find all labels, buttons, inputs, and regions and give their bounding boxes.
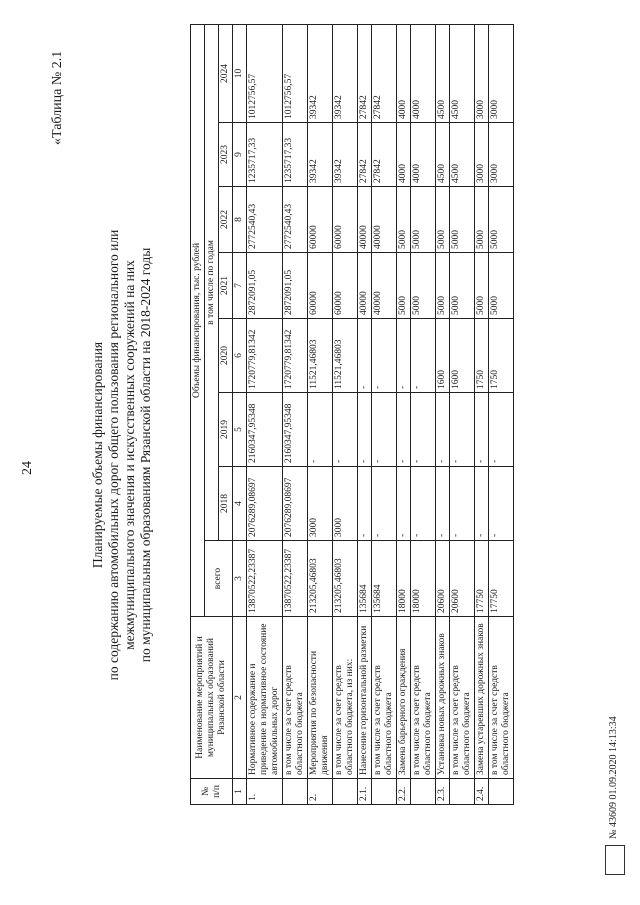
row-num-cell: 2.3. (436, 779, 450, 805)
row-2022-cell: 60000 (333, 187, 358, 253)
row-2022-cell: 2772540,43 (283, 187, 308, 253)
row-2020-cell: 1600 (450, 319, 475, 393)
row-name-cell: в том числе за счет средств областного бюджета (411, 617, 436, 779)
column-number: 6 (233, 319, 247, 393)
column-number-row (233, 24, 247, 804)
header-name: Наименование мероприятий и муниципальных образований Рязанской области (191, 617, 233, 779)
row-name-cell: в том числе за счет средств областного бюджета, из них: (333, 617, 358, 779)
row-2018-cell: - (372, 467, 397, 541)
column-number: 10 (233, 24, 247, 122)
row-total-cell: 17750 (475, 541, 489, 617)
row-2020-cell: 1600 (436, 319, 450, 393)
row-2021-cell: 5000 (397, 253, 411, 319)
row-2022-cell: 5000 (489, 187, 514, 253)
row-2022-cell: 60000 (308, 187, 333, 253)
row-2022-cell: 5000 (436, 187, 450, 253)
header-year: 2019 (219, 393, 233, 467)
row-2021-cell: 2872091,05 (247, 253, 283, 319)
row-2024-cell: 1012756,57 (283, 24, 308, 122)
row-total-cell: 20600 (450, 541, 475, 617)
row-2023-cell: 27842 (372, 123, 397, 187)
column-number: 5 (233, 393, 247, 467)
table-row (308, 24, 333, 804)
row-2019-cell: - (450, 393, 475, 467)
row-2023-cell: 4000 (411, 123, 436, 187)
column-number: 9 (233, 123, 247, 187)
column-number: 4 (233, 467, 247, 541)
row-total-cell: 18000 (411, 541, 436, 617)
row-2024-cell: 3000 (489, 24, 514, 122)
column-number: 3 (233, 541, 247, 617)
row-num-cell: 2. (308, 779, 333, 805)
row-2022-cell: 5000 (450, 187, 475, 253)
row-2021-cell: 5000 (450, 253, 475, 319)
row-2021-cell: 40000 (358, 253, 372, 319)
row-name-cell: Нанесение горизонтальной разметки (358, 617, 372, 779)
header-incl-years: в том числе по годам (205, 24, 219, 540)
financing-table (190, 24, 514, 805)
row-2023-cell: 27842 (358, 123, 372, 187)
row-2022-cell: 5000 (475, 187, 489, 253)
row-2023-cell: 3000 (475, 123, 489, 187)
row-2019-cell: - (333, 393, 358, 467)
row-name-cell: в том числе за счет средств областного бюджета (283, 617, 308, 779)
row-2022-cell: 5000 (397, 187, 411, 253)
row-num-cell (283, 779, 308, 805)
row-2018-cell: - (450, 467, 475, 541)
row-2021-cell: 5000 (489, 253, 514, 319)
row-2018-cell: - (358, 467, 372, 541)
row-2019-cell: - (489, 393, 514, 467)
row-num-cell: 2.1. (358, 779, 372, 805)
table-row (247, 24, 283, 804)
row-2020-cell: 1750 (475, 319, 489, 393)
row-name-cell: Установка новых дорожных знаков (436, 617, 450, 779)
stamp-image (605, 845, 625, 875)
table-row (283, 24, 308, 804)
row-2020-cell: - (358, 319, 372, 393)
row-num-cell: 2.4. (475, 779, 489, 805)
row-num-cell (333, 779, 358, 805)
registration-number: № 43609 01.09.2020 14:13:34 (608, 716, 619, 839)
row-2019-cell: 2160347,95348 (247, 393, 283, 467)
row-2024-cell: 3000 (475, 24, 489, 122)
column-number: 1 (233, 779, 247, 805)
row-total-cell: 213205,46803 (308, 541, 333, 617)
title-line: по муниципальным образованиям Рязанской области на 2018-2024 годы (138, 247, 153, 663)
row-2021-cell: 5000 (411, 253, 436, 319)
row-2023-cell: 4500 (450, 123, 475, 187)
header-year: 2022 (219, 187, 233, 253)
header-total: всего (205, 541, 233, 617)
row-total-cell: 17750 (489, 541, 514, 617)
row-2020-cell: 1720779,81342 (283, 319, 308, 393)
row-2024-cell: 4500 (450, 24, 475, 122)
row-name-cell: Замена барьерного ограждения (397, 617, 411, 779)
row-2024-cell: 39342 (333, 24, 358, 122)
row-2023-cell: 4500 (436, 123, 450, 187)
header-year: 2023 (219, 123, 233, 187)
row-num-cell (450, 779, 475, 805)
row-2019-cell: 2160347,95348 (283, 393, 308, 467)
row-2020-cell: - (411, 319, 436, 393)
row-2018-cell: - (475, 467, 489, 541)
row-2022-cell: 2772540,43 (247, 187, 283, 253)
row-2019-cell: - (397, 393, 411, 467)
row-2021-cell: 40000 (372, 253, 397, 319)
row-2023-cell: 39342 (308, 123, 333, 187)
row-2019-cell: - (411, 393, 436, 467)
row-2024-cell: 27842 (372, 24, 397, 122)
row-2020-cell: - (372, 319, 397, 393)
row-total-cell: 135684 (358, 541, 372, 617)
table-row (436, 24, 450, 804)
table-row (397, 24, 411, 804)
row-name-cell: Замена устаревших дорожных знаков (475, 617, 489, 779)
table-row (358, 24, 372, 804)
column-number: 2 (233, 617, 247, 779)
row-2024-cell: 1012756,57 (247, 24, 283, 122)
row-2023-cell: 4000 (397, 123, 411, 187)
row-2022-cell: 40000 (358, 187, 372, 253)
row-total-cell: 135684 (372, 541, 397, 617)
header-num: № п/п (191, 779, 233, 805)
row-2018-cell: - (489, 467, 514, 541)
row-2018-cell: 3000 (333, 467, 358, 541)
row-2020-cell: 11521,46803 (333, 319, 358, 393)
header-volume: Объемы финансирования, тыс. рублей (191, 24, 205, 616)
row-2021-cell: 2872091,05 (283, 253, 308, 319)
row-2019-cell: - (358, 393, 372, 467)
table-row (411, 24, 436, 804)
row-total-cell: 20600 (436, 541, 450, 617)
row-2021-cell: 60000 (308, 253, 333, 319)
row-2020-cell: 1720779,81342 (247, 319, 283, 393)
row-num-cell: 2.2. (397, 779, 411, 805)
row-name-cell: в том числе за счет средств областного бюджета (450, 617, 475, 779)
row-2024-cell: 4500 (436, 24, 450, 122)
row-num-cell (411, 779, 436, 805)
row-2020-cell: 11521,46803 (308, 319, 333, 393)
row-2021-cell: 5000 (436, 253, 450, 319)
page-number: 24 (20, 461, 35, 475)
table-row (489, 24, 514, 804)
row-2020-cell: 1750 (489, 319, 514, 393)
title-line: Планируемые объемы финансирования (90, 341, 105, 569)
row-2024-cell: 39342 (308, 24, 333, 122)
table-row (372, 24, 397, 804)
table-body (247, 24, 514, 804)
table-row (333, 24, 358, 804)
row-2024-cell: 4000 (411, 24, 436, 122)
row-2021-cell: 5000 (475, 253, 489, 319)
row-2018-cell: 3000 (308, 467, 333, 541)
row-2018-cell: - (411, 467, 436, 541)
table-note: «Таблица № 2.1 (50, 50, 65, 145)
row-2024-cell: 27842 (358, 24, 372, 122)
row-2018-cell: 2076289,08697 (283, 467, 308, 541)
header-year: 2024 (219, 24, 233, 122)
row-2018-cell: 2076289,08697 (247, 467, 283, 541)
row-2018-cell: - (436, 467, 450, 541)
registration-footer (605, 615, 629, 875)
row-name-cell: в том числе за счет средств областного бюджета (372, 617, 397, 779)
row-total-cell: 213205,46803 (333, 541, 358, 617)
row-2019-cell: - (436, 393, 450, 467)
row-2023-cell: 1235717,33 (247, 123, 283, 187)
header-year: 2021 (219, 253, 233, 319)
header-year: 2018 (219, 467, 233, 541)
row-total-cell: 18000 (397, 541, 411, 617)
row-num-cell: 1. (247, 779, 283, 805)
row-num-cell (372, 779, 397, 805)
row-2021-cell: 60000 (333, 253, 358, 319)
title-line: по содержанию автомобильных дорог общего пользования регионального или (106, 229, 121, 681)
row-2022-cell: 40000 (372, 187, 397, 253)
title-line: межмуниципального значения и искусственных сооружений на них (122, 260, 137, 650)
row-2023-cell: 3000 (489, 123, 514, 187)
row-2019-cell: - (475, 393, 489, 467)
row-2022-cell: 5000 (411, 187, 436, 253)
header-year: 2020 (219, 319, 233, 393)
table-row (475, 24, 489, 804)
row-2019-cell: - (372, 393, 397, 467)
column-number: 8 (233, 187, 247, 253)
row-2024-cell: 4000 (397, 24, 411, 122)
row-name-cell: в том числе за счет средств областного бюджета (489, 617, 514, 779)
row-name-cell: Нормативное содержание и приведение в нормативное состояние автомобильных дорог (247, 617, 283, 779)
table-row (450, 24, 475, 804)
row-name-cell: Мероприятия по безопасности движения (308, 617, 333, 779)
row-num-cell (489, 779, 514, 805)
document-title (90, 125, 154, 785)
row-2023-cell: 39342 (333, 123, 358, 187)
column-number: 7 (233, 253, 247, 319)
row-2020-cell: - (397, 319, 411, 393)
row-total-cell: 13870522,23387 (247, 541, 283, 617)
row-2019-cell: - (308, 393, 333, 467)
row-2023-cell: 1235717,33 (283, 123, 308, 187)
row-total-cell: 13870522,23387 (283, 541, 308, 617)
row-2018-cell: - (397, 467, 411, 541)
